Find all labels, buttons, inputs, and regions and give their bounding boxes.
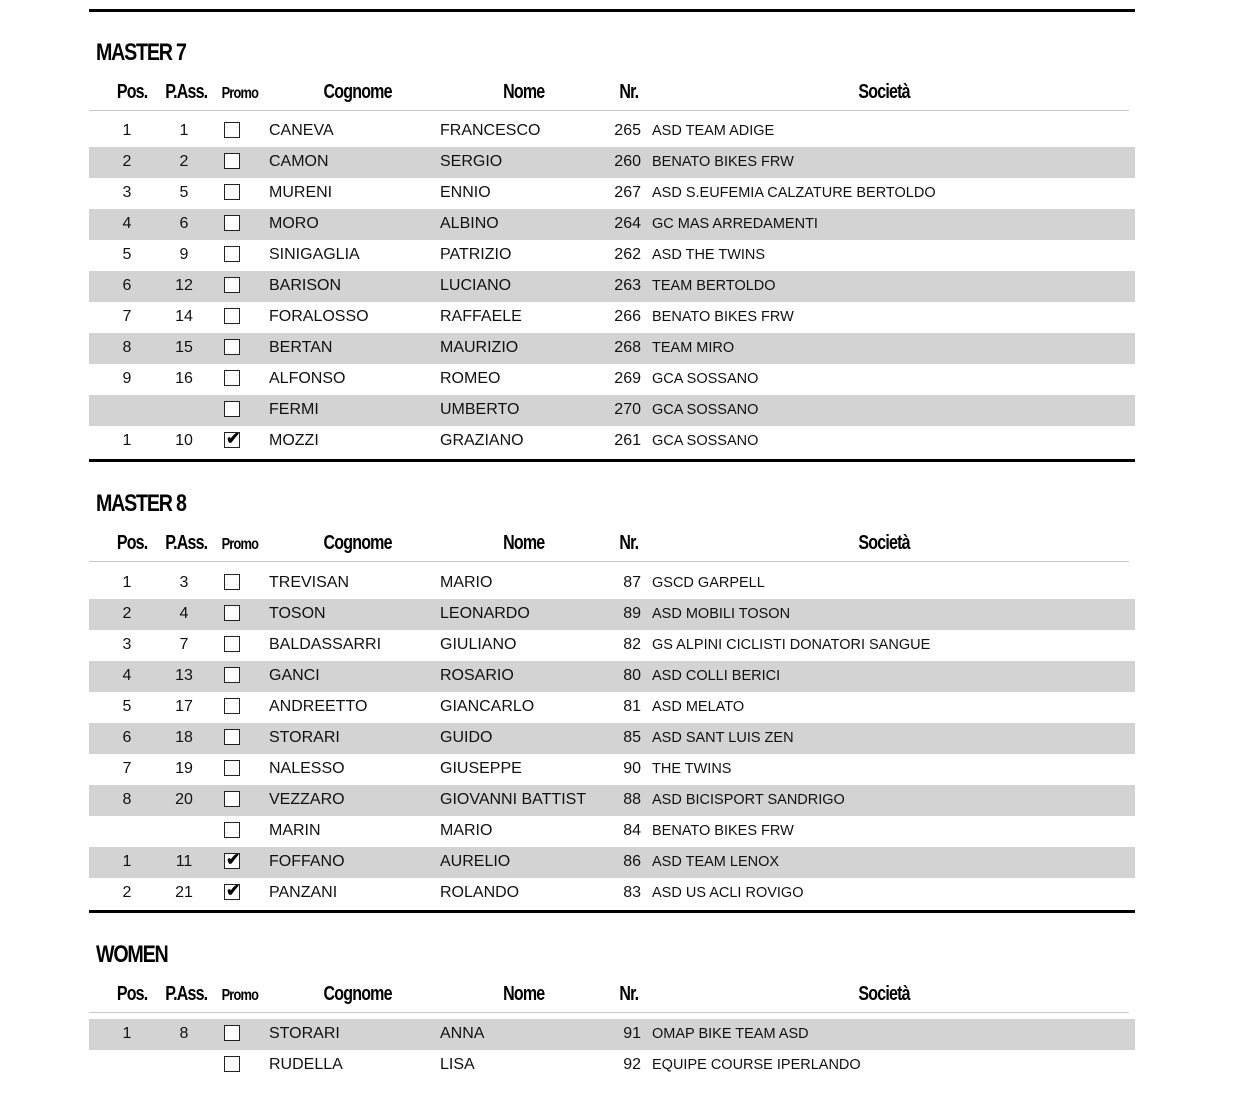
cell-cognome: PANZANI [269,884,338,901]
cell-nome: UMBERTO [440,401,520,418]
promo-checkbox[interactable] [224,636,240,652]
header-pos: Pos. [116,532,148,554]
cell-pass: 2 [179,153,189,170]
cell-societa: ASD MELATO [652,699,745,715]
cell-nr: 266 [614,308,641,325]
cell-nome: MARIO [440,822,493,839]
cell-societa: ASD S.EUFEMIA CALZATURE BERTOLDO [652,185,936,201]
cell-pos: 6 [122,729,132,746]
cell-cognome: MOZZI [269,432,319,449]
promo-checkbox[interactable] [224,184,240,200]
table-row [89,661,1135,692]
section-bottom-rule [89,459,1135,462]
cell-nr: 269 [614,370,641,387]
table-row [89,878,1135,909]
cell-cognome: VEZZARO [269,791,345,808]
table-row [89,147,1135,178]
promo-checkbox[interactable] [224,153,240,169]
promo-checkbox[interactable] [224,822,240,838]
table-row [89,723,1135,754]
cell-cognome: TOSON [269,605,326,622]
cell-cognome: NALESSO [269,760,345,777]
table-row [89,178,1135,209]
cell-nr: 92 [623,1056,641,1073]
cell-cognome: GANCI [269,667,320,684]
header-pos: Pos. [116,983,148,1005]
promo-checkbox[interactable] [224,215,240,231]
cell-pos: 8 [122,791,132,808]
cell-pass: 5 [179,184,189,201]
promo-checkbox[interactable] [224,605,240,621]
cell-nome: LEONARDO [440,605,530,622]
cell-societa: GCA SOSSANO [652,371,759,387]
promo-checkbox[interactable] [224,401,240,417]
cell-societa: BENATO BIKES FRW [652,154,794,170]
cell-pass: 13 [175,667,193,684]
promo-checkbox[interactable] [224,698,240,714]
column-header-row [89,532,1135,556]
cell-pass: 6 [179,215,189,232]
cell-societa: ASD COLLI BERICI [652,668,781,684]
header-pass: P.Ass. [165,532,208,554]
cell-societa: THE TWINS [652,761,732,777]
cell-societa: BENATO BIKES FRW [652,823,794,839]
promo-checkbox[interactable] [224,729,240,745]
table-row [89,692,1135,723]
cell-nome: ROLANDO [440,884,520,901]
column-header-row [89,81,1135,105]
cell-pass: 15 [175,339,193,356]
promo-checkbox[interactable] [224,122,240,138]
cell-nome: AURELIO [440,853,511,870]
cell-nr: 82 [623,636,641,653]
table-row [89,395,1135,426]
cell-societa: GCA SOSSANO [652,433,759,449]
table-row [89,426,1135,457]
cell-nome: LISA [440,1056,475,1073]
cell-pass: 20 [175,791,193,808]
header-promo: Promo [221,987,259,1004]
cell-cognome: SINIGAGLIA [269,246,360,263]
cell-societa: OMAP BIKE TEAM ASD [652,1026,809,1042]
cell-pass: 1 [179,122,189,139]
cell-cognome: RUDELLA [269,1056,343,1073]
cell-pos: 3 [122,636,132,653]
header-cognome: Cognome [323,983,392,1005]
cell-societa: EQUIPE COURSE IPERLANDO [652,1057,861,1073]
cell-nr: 88 [623,791,641,808]
cell-pos: 2 [122,605,132,622]
table-row [89,1019,1135,1050]
checkmark-icon: ✔ [226,429,241,448]
cell-nome: ENNIO [440,184,491,201]
cell-societa: ASD MOBILI TOSON [652,606,791,622]
header-divider [89,1012,1129,1013]
cell-cognome: MARIN [269,822,321,839]
promo-checkbox[interactable] [224,429,241,448]
cell-pass: 19 [175,760,193,777]
cell-cognome: BARISON [269,277,342,294]
cell-pass: 7 [179,636,189,653]
promo-checkbox[interactable] [224,370,240,386]
header-societa: Società [858,983,910,1005]
cell-cognome: CANEVA [269,122,334,139]
cell-nome: GIULIANO [440,636,517,653]
cell-nr: 81 [623,698,641,715]
cell-pos: 9 [122,370,132,387]
cell-pos: 4 [122,215,132,232]
table-row [89,333,1135,364]
cell-pass: 12 [175,277,193,294]
cell-societa: ASD BICISPORT SANDRIGO [652,792,845,808]
column-header-row [89,983,1135,1007]
cell-pos: 2 [122,153,132,170]
section-top-rule [89,9,1135,12]
cell-nr: 263 [614,277,641,294]
cell-pass: 3 [179,574,189,591]
header-societa: Società [858,532,910,554]
cell-cognome: CAMON [269,153,329,170]
header-pass: P.Ass. [165,983,208,1005]
header-promo: Promo [221,85,259,102]
cell-nome: SERGIO [440,153,503,170]
cell-societa: ASD TEAM LENOX [652,854,780,870]
table-row [89,754,1135,785]
cell-pos: 6 [122,277,132,294]
cell-nome: GRAZIANO [440,432,524,449]
cell-nome: GUIDO [440,729,493,746]
cell-nome: FRANCESCO [440,122,541,139]
cell-nr: 270 [614,401,641,418]
header-societa: Società [858,81,910,103]
cell-societa: ASD THE TWINS [652,247,766,263]
cell-pos: 1 [122,122,132,139]
header-cognome: Cognome [323,81,392,103]
cell-cognome: FORALOSSO [269,308,369,325]
cell-pos: 3 [122,184,132,201]
cell-nome: PATRIZIO [440,246,512,263]
cell-nome: ROSARIO [440,667,514,684]
cell-pos: 2 [122,884,132,901]
table-row [89,816,1135,847]
cell-cognome: ALFONSO [269,370,346,387]
category-title: MASTER 8 [96,490,186,517]
section-bottom-rule [89,910,1135,913]
cell-societa: ASD US ACLI ROVIGO [652,885,804,901]
table-row [89,240,1135,271]
cell-nr: 87 [623,574,641,591]
cell-cognome: FOFFANO [269,853,345,870]
category-title: MASTER 7 [96,39,186,66]
cell-nr: 260 [614,153,641,170]
cell-pass: 18 [175,729,193,746]
table-row [89,630,1135,661]
cell-pass: 14 [175,308,193,325]
table-row [89,364,1135,395]
cell-cognome: FERMI [269,401,319,418]
promo-checkbox[interactable] [224,574,240,590]
cell-nr: 89 [623,605,641,622]
header-nome: Nome [503,81,545,103]
header-nr: Nr. [619,532,639,554]
cell-societa: GSCD GARPELL [652,575,765,591]
table-row [89,785,1135,816]
cell-nr: 91 [623,1025,641,1042]
promo-checkbox[interactable] [224,881,241,900]
cell-societa: BENATO BIKES FRW [652,309,794,325]
cell-nr: 90 [623,760,641,777]
cell-cognome: BERTAN [269,339,333,356]
cell-nr: 265 [614,122,641,139]
cell-pos: 1 [122,853,132,870]
header-nome: Nome [503,983,545,1005]
header-nr: Nr. [619,81,639,103]
cell-pass: 8 [179,1025,189,1042]
cell-cognome: MURENI [269,184,333,201]
checkmark-icon: ✔ [226,850,241,869]
cell-societa: GCA SOSSANO [652,402,759,418]
promo-checkbox[interactable] [224,1056,240,1072]
cell-cognome: BALDASSARRI [269,636,382,653]
cell-pass: 10 [175,432,193,449]
cell-cognome: STORARI [269,1025,340,1042]
promo-checkbox[interactable] [224,277,240,293]
header-divider [89,110,1129,111]
promo-checkbox[interactable] [224,850,241,869]
cell-nr: 261 [614,432,641,449]
cell-nome: LUCIANO [440,277,512,294]
promo-checkbox[interactable] [224,791,240,807]
cell-pos: 8 [122,339,132,356]
cell-pos: 5 [122,246,132,263]
cell-pass: 17 [175,698,193,715]
cell-nome: GIOVANNI BATTIST [440,791,587,808]
cell-nome: ANNA [440,1025,485,1042]
cell-pass: 9 [179,246,189,263]
cell-pos: 1 [122,432,132,449]
cell-pos: 7 [122,760,132,777]
cell-nr: 80 [623,667,641,684]
cell-nome: ROMEO [440,370,501,387]
table-row [89,116,1135,147]
cell-nr: 264 [614,215,641,232]
cell-pos: 7 [122,308,132,325]
header-promo: Promo [221,536,259,553]
cell-societa: ASD TEAM ADIGE [652,123,775,139]
cell-nome: ALBINO [440,215,499,232]
header-divider [89,561,1129,562]
promo-checkbox[interactable] [224,760,240,776]
cell-nome: MARIO [440,574,493,591]
cell-nr: 267 [614,184,641,201]
cell-pass: 21 [175,884,193,901]
table-row [89,209,1135,240]
cell-nome: GIUSEPPE [440,760,522,777]
promo-checkbox[interactable] [224,246,240,262]
header-nr: Nr. [619,983,639,1005]
cell-nome: GIANCARLO [440,698,535,715]
cell-societa: GC MAS ARREDAMENTI [652,216,818,232]
promo-checkbox[interactable] [224,339,240,355]
cell-cognome: ANDREETTO [269,698,368,715]
cell-nr: 85 [623,729,641,746]
cell-pos: 1 [122,1025,132,1042]
cell-nr: 86 [623,853,641,870]
cell-cognome: TREVISAN [269,574,350,591]
cell-pass: 16 [175,370,193,387]
cell-nr: 83 [623,884,641,901]
cell-pos: 1 [122,574,132,591]
checkmark-icon: ✔ [226,881,241,900]
promo-checkbox[interactable] [224,1025,240,1041]
cell-societa: TEAM MIRO [652,340,735,356]
header-pass: P.Ass. [165,81,208,103]
cell-nr: 84 [623,822,641,839]
category-title: WOMEN [96,941,168,968]
cell-nr: 268 [614,339,641,356]
cell-nr: 262 [614,246,641,263]
promo-checkbox[interactable] [224,667,240,683]
table-row [89,1050,1135,1081]
cell-societa: GS ALPINI CICLISTI DONATORI SANGUE [652,637,931,653]
table-row [89,302,1135,333]
table-row [89,568,1135,599]
cell-societa: TEAM BERTOLDO [652,278,776,294]
cell-pass: 4 [179,605,189,622]
cell-societa: ASD SANT LUIS ZEN [652,730,794,746]
promo-checkbox[interactable] [224,308,240,324]
cell-cognome: MORO [269,215,319,232]
header-pos: Pos. [116,81,148,103]
header-cognome: Cognome [323,532,392,554]
header-nome: Nome [503,532,545,554]
cell-pass: 11 [175,853,193,870]
table-row [89,599,1135,630]
cell-nome: MAURIZIO [440,339,519,356]
table-row [89,847,1135,878]
cell-cognome: STORARI [269,729,340,746]
table-row [89,271,1135,302]
cell-pos: 5 [122,698,132,715]
cell-pos: 4 [122,667,132,684]
cell-nome: RAFFAELE [440,308,522,325]
